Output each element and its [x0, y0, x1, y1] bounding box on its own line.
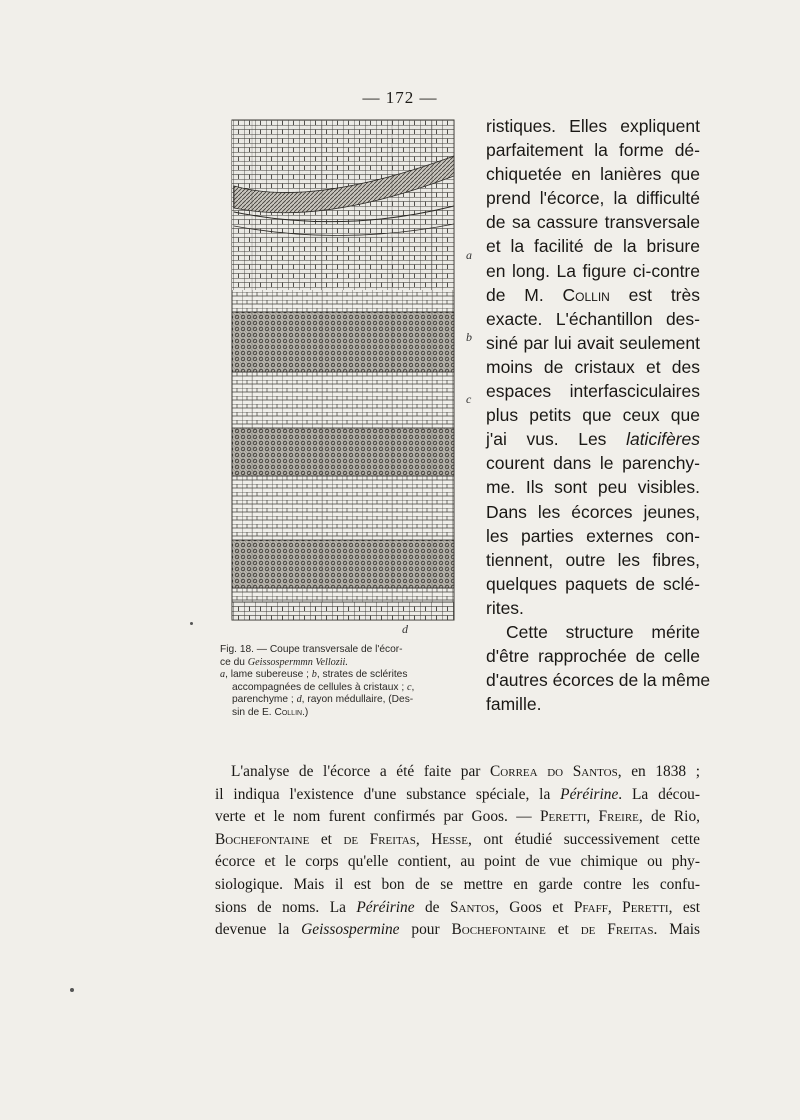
figure-illustration	[222, 116, 482, 636]
text-line: famille.	[486, 694, 542, 715]
text-line: prend l'écorce, la difficulté	[486, 188, 700, 209]
text-line: d'être rapprochée de celle	[486, 646, 700, 667]
text-line: tiennent, outre les fibres,	[486, 549, 700, 570]
text-line: parfaitement la forme dé-	[486, 140, 700, 161]
caption-line: parenchyme ; d, rayon médullaire, (Des-	[232, 694, 414, 706]
text-line: moins de cristaux et des	[486, 356, 700, 377]
text-line: d'autres écorces de la même	[486, 670, 711, 691]
caption-line: accompagnées de cellules à cristaux ; c,	[232, 681, 415, 693]
text-line: Dans les écorces jeunes,	[486, 501, 700, 522]
text-line: en long. La figure ci-contre	[486, 260, 700, 281]
bottom-paragraph	[215, 761, 700, 942]
bark-cross-section-drawing	[222, 116, 460, 624]
text-line: quelques paquets de sclé-	[486, 573, 700, 594]
text-line: chiquetée en lanières que	[486, 164, 700, 185]
text-line: courent dans le parenchy-	[486, 453, 700, 474]
margin-speck	[190, 622, 193, 625]
text-line: Bochefontaine et de Freitas, Hesse, ont étudié successivement cette	[215, 830, 700, 848]
figure-label-b: b	[466, 330, 472, 344]
page-number: — 172 —	[362, 88, 438, 107]
caption-line: a, lame subereuse ; b, strates de sclérites	[220, 669, 408, 681]
text-line: exacte. L'échantillon des-	[486, 308, 700, 329]
text-line: de M. Collin est très	[486, 284, 700, 305]
text-line: rites.	[486, 597, 524, 618]
text-line: plus petits que ceux que	[486, 405, 700, 426]
text-line: les parties externes con-	[486, 525, 700, 546]
text-line: de sa cassure transversale	[486, 212, 700, 233]
text-line: sions de noms. La Péréirine de Santos, Goos et Pfaff, Peretti, est	[215, 898, 700, 916]
text-line: écorce et le corps qu'elle contient, au point de vue chimique ou phy-	[215, 853, 700, 871]
text-line: ristiques. Elles expliquent	[486, 116, 700, 136]
figure-label-c: c	[466, 392, 472, 406]
figure-label-a: a	[466, 248, 472, 262]
text-line: devenue la Geissospermine pour Bochefontaine et de Freitas. Mais	[215, 921, 700, 939]
margin-speck	[70, 988, 74, 992]
text-line: me. Ils sont peu visibles.	[486, 477, 700, 498]
text-line: verte et le nom furent confirmés par Goos. — Peretti, Freire, de Rio,	[215, 808, 700, 826]
right-column-text	[486, 114, 711, 716]
figure-label-d: d	[402, 622, 408, 636]
caption-line: Fig. 18. — Coupe transversale de l'écor-	[220, 644, 403, 655]
text-line: siologique. Mais il est bon de se mettre en garde contre les confu-	[215, 875, 700, 893]
text-line: j'ai vus. Les laticifères	[486, 429, 700, 450]
figure-caption	[220, 644, 462, 720]
caption-line: sin de E. Collin.)	[232, 706, 309, 718]
text-line: espaces interfasciculaires	[486, 381, 700, 402]
caption-line: ce du Geissospermmn Vellozii.	[220, 656, 348, 668]
text-line: et la facilité de la brisure	[486, 236, 700, 257]
text-line: Cette structure mérite	[506, 621, 700, 642]
text-line: L'analyse de l'écorce a été faite par Correa do Santos, en 1838 ;	[231, 763, 700, 780]
text-line: il indiqua l'existence d'une substance spéciale, la Péréirine. La décou-	[215, 785, 700, 803]
text-line: siné par lui avait seulement	[486, 332, 700, 353]
